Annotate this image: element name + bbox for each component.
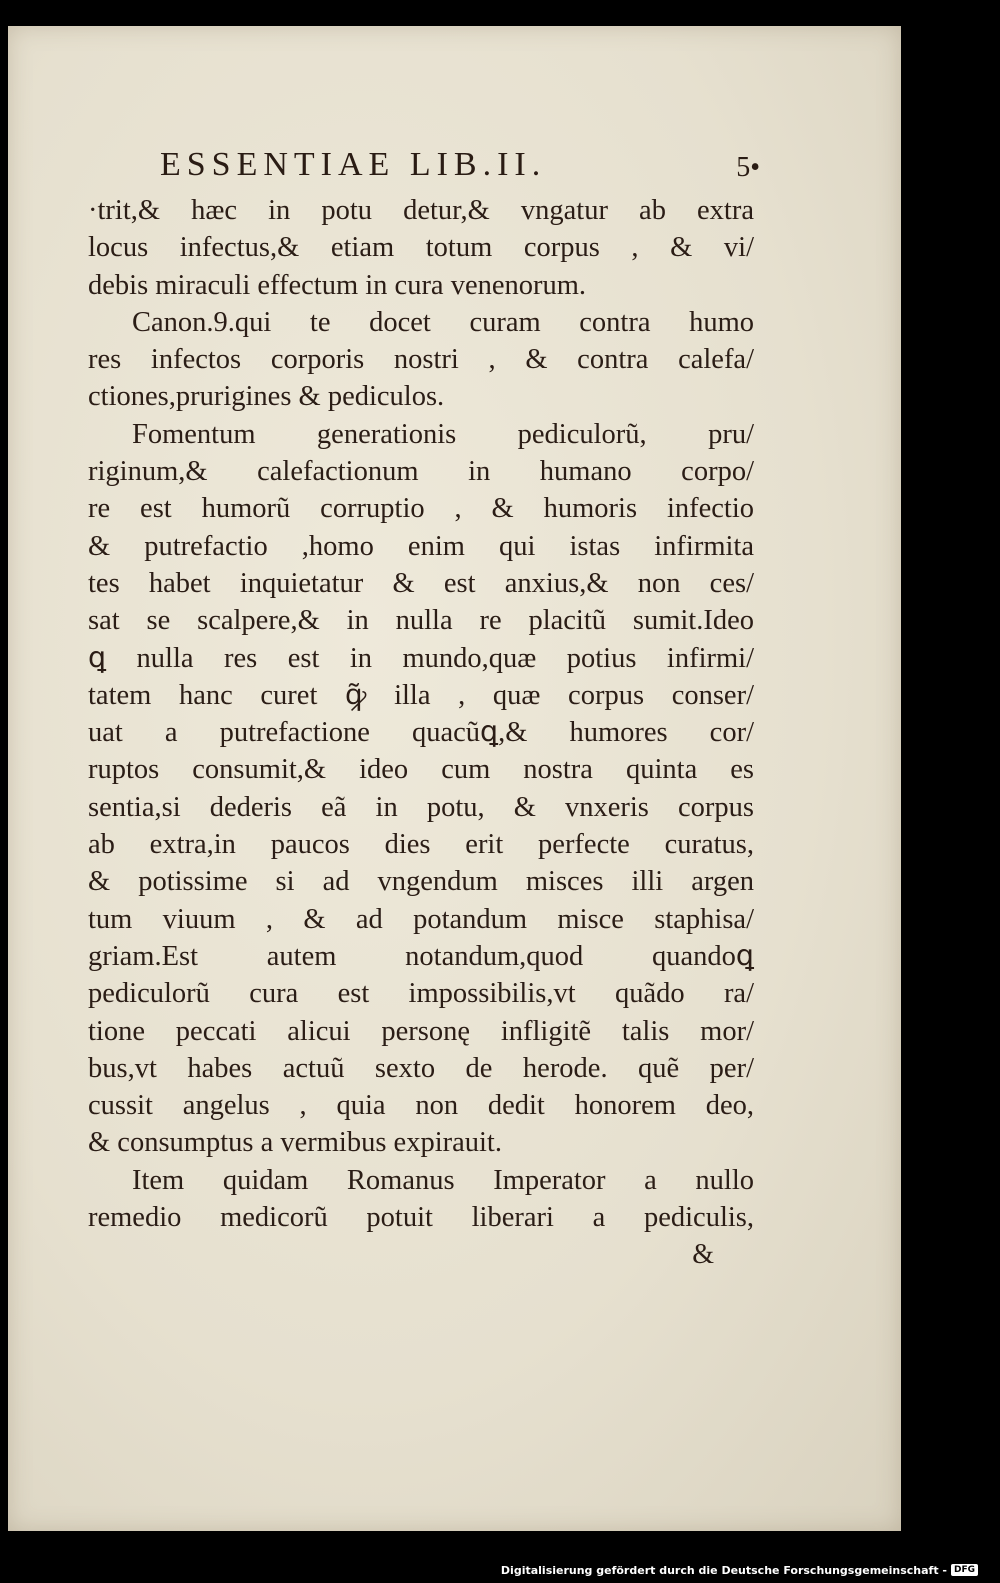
text-line: res infectos corporis nostri , & contra calefa/	[88, 344, 754, 376]
footer-credit	[501, 1561, 978, 1579]
text-line: pediculorũ cura est impossibilis,vt quãdo ra/	[88, 978, 754, 1010]
dfg-logo-icon: DFG	[951, 1564, 978, 1576]
running-title: ESSENTIAE LIB.II.	[160, 146, 547, 183]
text-line: sat se scalpere,& in nulla re placitũ sumit.Ideo	[88, 605, 754, 637]
text-line: tatem hanc curet ꝙ̃ illa , quæ corpus conser/	[88, 679, 754, 711]
text-line: ·trit,& hæc in potu detur,& vngatur ab extra	[88, 195, 754, 226]
text-line: tione peccati alicui personę infligitẽ talis mor/	[88, 1015, 754, 1047]
text-line: tum viuum , & ad potandum misce staphisa/	[88, 903, 754, 935]
text-line: ctiones,prurigines & pediculos.	[88, 381, 445, 413]
text-line: & putrefactio ,homo enim qui istas infirmita	[88, 530, 754, 562]
text-line: ruptos consumit,& ideo cum nostra quinta es	[88, 754, 754, 786]
text-line: debis miraculi effectum in cura venenorum.	[88, 269, 587, 301]
footer-text: Digitalisierung gefördert durch die Deutsche Forschungsgemeinschaft -	[500, 1563, 947, 1577]
catchword: &	[692, 1239, 714, 1271]
text-line: bus,vt habes actuũ sexto de herode. quẽ per/	[88, 1052, 754, 1084]
text-line: ab extra,in paucos dies erit perfecte curatus,	[88, 829, 754, 861]
text-line: Fomentum generationis pediculorũ, pru/	[132, 418, 754, 450]
text-line: re est humorũ corruptio , & humoris infectio	[88, 493, 754, 525]
page-header	[160, 146, 760, 192]
text-line: tes habet inquietatur & est anxius,& non ces/	[88, 567, 754, 599]
text-line: griam.Est autem notandum,quod quandoꝗ	[88, 940, 754, 972]
text-line: Item quidam Romanus Imperator a nullo	[132, 1164, 754, 1196]
text-line: cussit angelus , quia non dedit honorem deo,	[88, 1090, 754, 1122]
text-line: & potissime si ad vngendum misces illi argen	[88, 866, 754, 898]
text-line: & consumptus a vermibus expirauit.	[88, 1127, 502, 1159]
text-line: riginum,& calefactionum in humano corpo/	[88, 456, 754, 488]
text-line: uat a putrefactione quacũꝗ,& humores cor/	[88, 717, 754, 749]
folio-number: 5•	[736, 152, 760, 183]
text-line: remedio medicorũ potuit liberari a pediculis,	[88, 1202, 754, 1234]
body-text	[88, 192, 754, 1273]
text-line: locus infectus,& etiam totum corpus , & vi/	[88, 232, 754, 264]
book-page	[8, 26, 901, 1531]
text-line: Canon.9.qui te docet curam contra humo	[132, 306, 754, 338]
text-line: ꝗ nulla res est in mundo,quæ potius infirmi/	[88, 642, 754, 674]
text-line: sentia,si dederis eã in potu, & vnxeris corpus	[88, 791, 754, 823]
